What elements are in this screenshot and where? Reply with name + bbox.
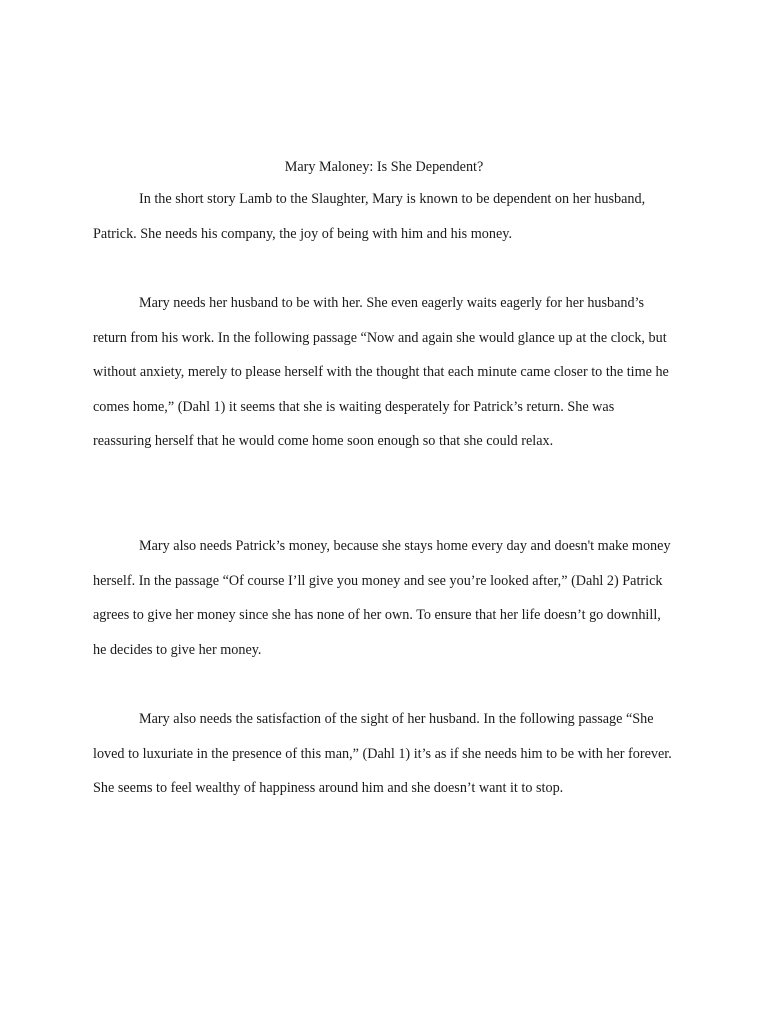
document-title: Mary Maloney: Is She Dependent?: [284, 159, 484, 175]
paragraph-satisfaction: Mary also needs the satisfaction of the sight of her husband. In the following passage “She loved to luxuriate in the presence of this man,” (Dahl 1) it’s as if she needs him to be with her forever. She seems to feel wealthy of happiness around him and she doesn’t want it to stop.: [93, 711, 672, 797]
paragraph-intro: In the short story Lamb to the Slaughter, Mary is known to be dependent on her husband, Patrick. She needs his company, the joy of being with him and his money.: [93, 191, 646, 242]
paragraph-money: Mary also needs Patrick’s money, because she stays home every day and doesn't make money herself. In the passage “Of course I’ll give you money and see you’re looked after,” (Dahl 2) Patrick agrees to give her money since she has none of her own. To ensure that her life doesn’t go downhill, he decides to give her money.: [93, 538, 671, 658]
paragraph-company: Mary needs her husband to be with her. She even eagerly waits eagerly for her husband’s return from his work. In the following passage “Now and again she would glance up at the clock, but without anxiety, merely to please herself with the thought that each minute came closer to the time he comes home,” (Dahl 1) it seems that she is waiting desperately for Patrick’s return. She was reassuring herself that he would come home soon enough so that she could relax.: [93, 295, 669, 450]
